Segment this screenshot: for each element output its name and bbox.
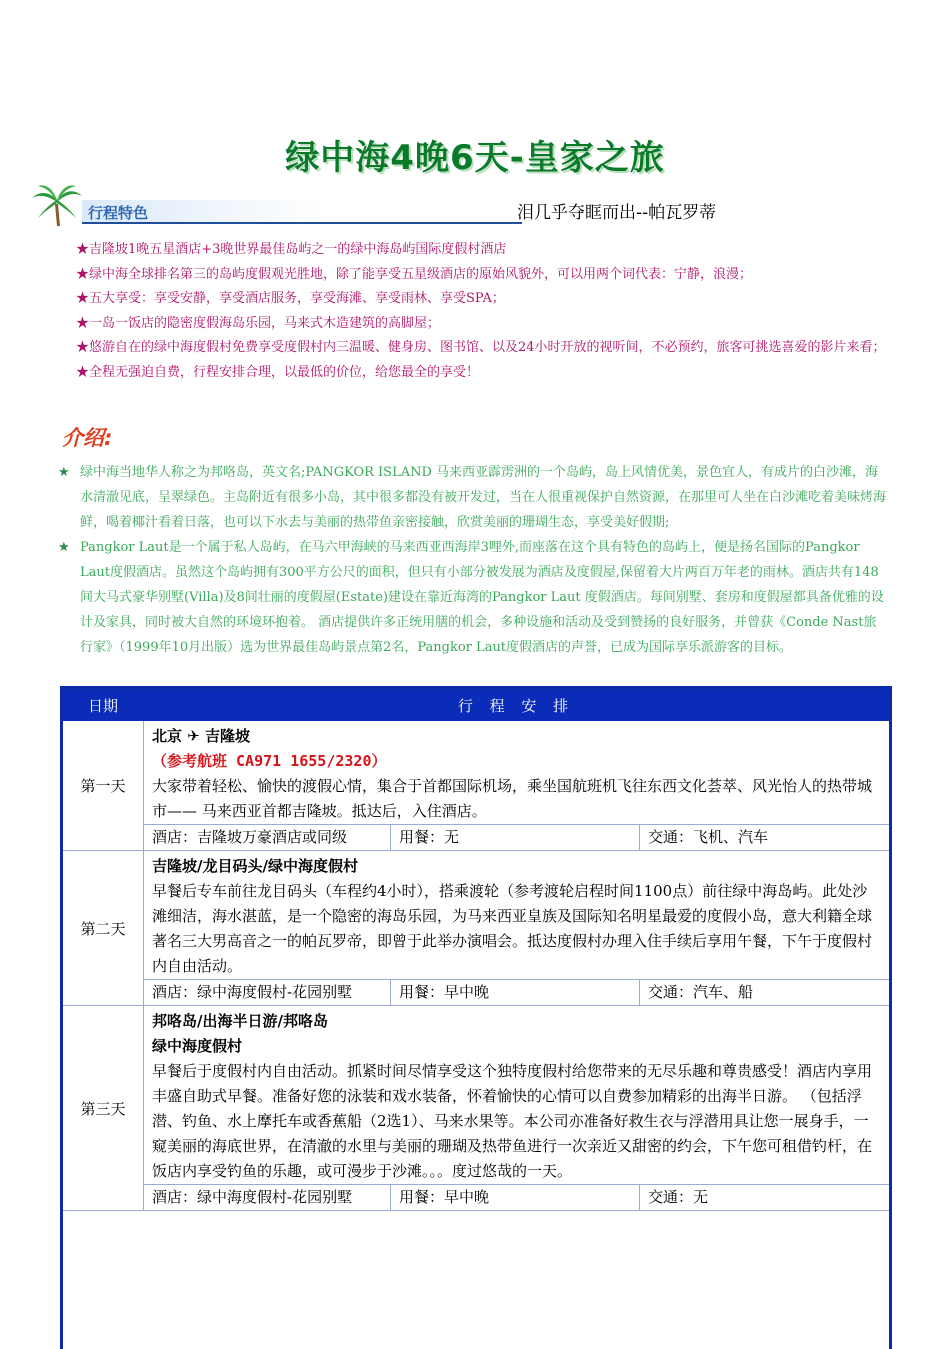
- features-label: 行程特色: [88, 204, 149, 222]
- star-icon: ★: [58, 540, 70, 555]
- header-date: 日期: [87, 696, 118, 715]
- meal-info: 用餐：无: [391, 825, 640, 850]
- day-content: [144, 721, 889, 850]
- day-route: 邦咯岛/出海半日游/邦咯岛: [152, 1012, 328, 1030]
- hotel-info: 酒店：绿中海度假村-花园别墅: [144, 980, 391, 1005]
- feature-item: ★全程无强迫自费，行程安排合理，以最低的价位，给您最全的享受！: [76, 364, 480, 380]
- hotel-info: 酒店：绿中海度假村-花园别墅: [144, 1185, 391, 1210]
- star-icon: ★: [58, 465, 70, 480]
- day-content: [144, 1006, 889, 1210]
- day-route: 北京 ✈ 吉隆坡: [152, 727, 251, 745]
- day-label: 第二天: [63, 851, 144, 1005]
- intro-paragraph: [58, 460, 888, 535]
- day-content: [144, 851, 889, 1005]
- feature-item: ★吉隆坡1晚五星酒店+3晚世界最佳岛屿之一的绿中海岛屿国际度假村酒店: [76, 242, 507, 257]
- transport-info: 交通：飞机、汽车: [648, 828, 769, 846]
- transport-info: 交通：无: [648, 1188, 709, 1206]
- features-subtitle: 泪几乎夺眶而出--帕瓦罗蒂: [517, 203, 717, 223]
- day-meta: [144, 979, 889, 1005]
- itinerary-table: [60, 686, 892, 1349]
- day-description: 早餐后于度假村内自由活动。抓紧时间尽情享受这个独特度假村给您带来的无尽乐趣和尊贵感受！酒店内享用丰盛自助式早餐。准备好您的泳装和戏水装备，怀着愉快的心情可以自费参加精彩的出海半日游。 （包括浮潜、钓鱼、水上摩托车或香蕉船（2选1）、马来水果等。本公司亦准备好救生衣与浮潜用具让您一展身手，一窥美丽的海底世界，在清澈的水里与美丽的珊瑚及热带鱼进行一次亲近又甜密的约会，下午您可租借钓杆，在饭店内享受钓鱼的乐趣，或可漫步于沙滩。。。度过悠哉的一天。: [152, 1062, 873, 1180]
- intro-paragraph: [58, 535, 888, 660]
- table-row: [63, 851, 889, 1006]
- table-row: [63, 1006, 889, 1211]
- day-meta: [144, 1184, 889, 1210]
- palm-tree-icon: [30, 182, 84, 226]
- meal-info: 用餐：早中晚: [391, 980, 640, 1005]
- day-meta: [144, 824, 889, 850]
- intro-section: [58, 460, 888, 660]
- day-label: 第三天: [63, 1006, 144, 1210]
- intro-heading: 介绍:: [62, 426, 113, 450]
- day-label: 第一天: [63, 721, 144, 850]
- feature-item: ★一岛一饭店的隐密度假海岛乐园，马来式木造建筑的高脚屋；: [76, 315, 441, 331]
- flight-info: （参考航班 CA971 1655/2320）: [152, 752, 387, 770]
- day-route-secondary: 绿中海度假村: [152, 1037, 243, 1055]
- transport-info: 交通：汽车、船: [648, 983, 754, 1001]
- features-header: [30, 182, 930, 226]
- page-title: 绿中海4晚6天-皇家之旅: [285, 138, 665, 178]
- table-row: [63, 721, 889, 851]
- feature-item: ★绿中海全球排名第三的岛屿度假观光胜地，除了能享受五星级酒店的原始风貌外，可以用两个词代表：宁静，浪漫；: [76, 266, 753, 282]
- table-header: [63, 689, 889, 721]
- feature-item: ★悠游自在的绿中海度假村免费享受度假村内三温暖、健身房、图书馆、以及24小时开放的视听间，不必预约，旅客可挑选喜爱的影片来看；: [76, 340, 886, 355]
- intro-text: 绿中海当地华人称之为邦咯岛，英文名;PANGKOR ISLAND 马来西亚霹雳洲的一个岛屿，岛上风情优美，景色宜人，有成片的白沙滩，海水清澈见底，呈翠绿色。主岛附近有很多小岛，其中很多都没有被开发过，当在人很重视保护自然资源，在那里可人坐在白沙滩吃着美味烤海鲜，喝着椰汁看着日落，也可以下水去与美丽的热带鱼亲密接触，欣赏美丽的珊瑚生态，享受美好假期;: [80, 465, 887, 530]
- day-description: 早餐后专车前往龙目码头（车程约4小时），搭乘渡轮（参考渡轮启程时间1100点）前往绿中海岛屿。此处沙滩细洁，海水湛蓝，是一个隐密的海岛乐园，为马来西亚皇族及国际知名明星最爱的度假小岛，意大利籍全球著名三大男高音之一的帕瓦罗帝，即曾于此举办演唱会。抵达度假村办理入住手续后享用午餐，下午于度假村内自由活动。: [152, 882, 873, 975]
- day-route: 吉隆坡/龙目码头/绿中海度假村: [152, 857, 358, 875]
- intro-text: Pangkor Laut是一个属于私人岛屿，在马六甲海峡的马来西亚西海岸3哩外,而座落在这个具有特色的岛屿上，便是扬名国际的Pangkor Laut度假酒店。虽然这个岛屿拥有300平方公尺的面积，但只有小部分被发展为酒店及度假屋,保留着大片两百万年老的雨林。酒店共有148间大马式豪华别墅(Villa)及8间壮丽的度假屋(Estate)建设在靠近海湾的Pangkor Laut 度假酒店。每间别墅、套房和度假屋都具备优雅的设计及家具，同时被大自然的环境环抱着。 酒店提供许多正统用膳的机会，多种设施和活动及受到赞扬的良好服务，并曾获《Conde Nast旅行家》（1999年10月出版）选为世界最佳岛屿景点第2名，Pangkor Laut度假酒店的声誉，已成为国际享乐派游客的目标。: [80, 540, 884, 655]
- features-list: [76, 238, 896, 385]
- header-plan: 行 程 安 排: [457, 696, 575, 715]
- day-description: 大家带着轻松、愉快的渡假心情，集合于首都国际机场，乘坐国航班机飞往东西文化荟萃、风光怡人的热带城市—— 马来西亚首都吉隆坡。抵达后，入住酒店。: [152, 777, 873, 820]
- meal-info: 用餐：早中晚: [391, 1185, 640, 1210]
- hotel-info: 酒店：吉隆坡万豪酒店或同级: [144, 825, 391, 850]
- feature-item: ★五大享受：享受安静，享受酒店服务，享受海滩、享受雨林、享受SPA；: [76, 291, 505, 306]
